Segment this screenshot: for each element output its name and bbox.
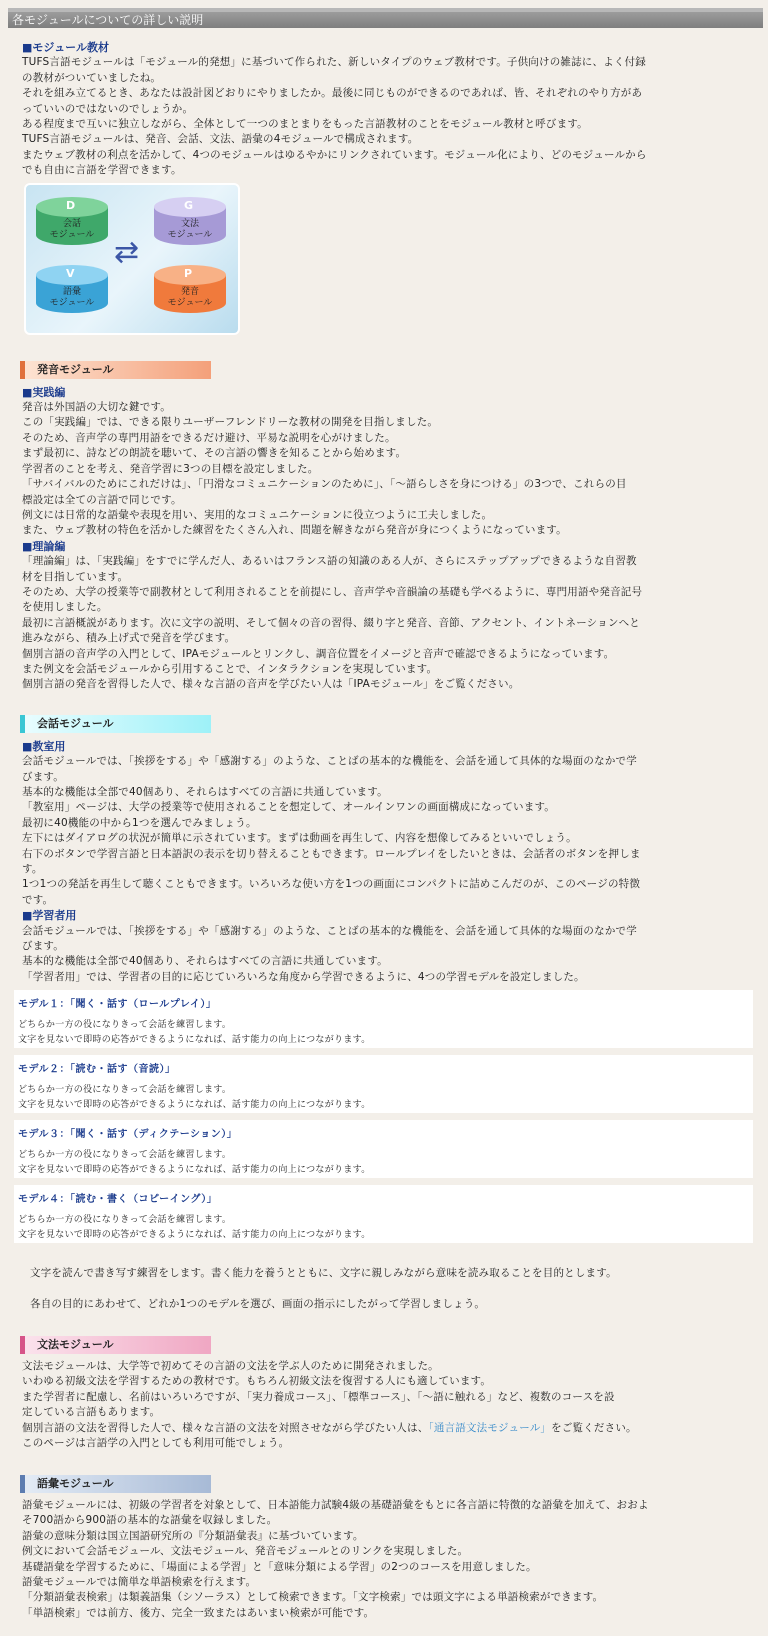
- text-line: を使用しました。: [22, 601, 108, 614]
- text-line: 例文において会話モジュール、文法モジュール、発音モジュールとのリンクを実現しました。: [22, 1545, 469, 1558]
- text-line: またウェブ教材の利点を活かして、4つのモジュールはゆるやかにリンクされています。モジュール化により、どのモジュールから: [22, 148, 647, 161]
- model-line: 文字を見ないで即時の応答ができるようになれば、話す能力の向上につながります。: [18, 1035, 371, 1045]
- text-line: す。: [22, 863, 43, 876]
- module-diagram: [24, 183, 240, 335]
- model-title: モデル３：「聞く・話す（ディクテーション）」: [18, 1129, 238, 1140]
- text-line: 「学習者用」では、学習者の目的に応じていろいろな角度から学習できるように、4つの学習モデルを設定しました。: [22, 970, 585, 983]
- model-title: モデル１：「聞く・話す（ロールプレイ）」: [18, 999, 217, 1010]
- model-line: どちらか一方の役になりきって会話を練習します。: [18, 1215, 232, 1225]
- text-line: 語彙モジュールには、初級の学習者を対象として、日本語能力試験4級の基礎語彙をもとに各言語に特徴的な語彙を加えて、おおよ: [22, 1499, 649, 1511]
- link-suffix: をご覧ください。: [551, 1421, 637, 1434]
- model-title: モデル２：「読む・話す（音読）」: [18, 1064, 176, 1075]
- model-choice-note: 各自の目的にあわせて、どれか1つのモデルを選び、画面の指示にしたがって学習しましょう。: [30, 1298, 486, 1310]
- copying-description: 文字を読んで書き写す練習をします。書く能力を養うとともに、文字に親しみながら意味を読み取ることを目的とします。: [30, 1267, 617, 1279]
- text-line: そのため、大学の授業等で副教材として利用されることを前提にし、音声学や音韻論の基礎も学べるように、専門用語や発音記号: [22, 585, 643, 598]
- model-box: [14, 1185, 753, 1243]
- cycle-arrows-icon: ⇄: [114, 234, 140, 270]
- text-line: 右下のボタンで学習言語と日本語訳の表示を切り替えることもできます。ロールプレイをしたいときは、会話者のボタンを押しま: [22, 847, 641, 860]
- text-line: でも自由に言語を学習できます。: [22, 164, 182, 177]
- g-letter: G: [184, 198, 194, 212]
- grammar-section-title: 文法モジュール: [20, 1336, 211, 1354]
- model-line: どちらか一方の役になりきって会話を練習します。: [18, 1150, 232, 1160]
- model-line: 文字を見ないで即時の応答ができるようになれば、話す能力の向上につながります。: [18, 1100, 371, 1110]
- model-line: 文字を見ないで即時の応答ができるようになれば、話す能力の向上につながります。: [18, 1165, 371, 1175]
- text-line: 最初に言語概説があります。次に文字の説明、そして個々の音の習得、綴り字と発音、音節、アクセント、イントネーションへと: [22, 616, 640, 629]
- d-letter: D: [66, 198, 76, 212]
- text-line: 学習者のことを考え、発音学習に3つの目標を設定しました。: [22, 462, 319, 475]
- intro-text: [22, 55, 748, 178]
- text-line: いわゆる初級文法を学習するための教材です。もちろん初級文法を復習する人にも適しています。: [22, 1375, 492, 1388]
- text-line: 材を目指しています。: [22, 570, 129, 583]
- g-label: 文法 モジュール: [167, 218, 213, 240]
- intro-heading: ■ モジュール教材: [22, 40, 748, 55]
- conversation-cylinder: [36, 197, 108, 249]
- text-line: 「分類語彙表検索」は類義語集（シソーラス）として検索できます。「文字検索」では頭文字による単語検索ができます。: [22, 1591, 604, 1604]
- p-label: 発音 モジュール: [167, 286, 213, 308]
- text-line: TUFS言語モジュールは、発音、会話、文法、語彙の4モジュールで構成されます。: [22, 133, 419, 146]
- model-title: モデル４：「読む・書く（コピーイング）」: [18, 1194, 218, 1205]
- v-label: 語彙 モジュール: [49, 286, 95, 308]
- vocabulary-cylinder: [36, 265, 108, 317]
- text-line: 基本的な機能は全部で40個あり、それらはすべての言語に共通しています。: [22, 955, 388, 968]
- text-line: 会話モジュールでは、「挨拶をする」や「感謝する」のような、ことばの基本的な機能を、会話を通して具体的な場面のなかで学: [22, 755, 637, 768]
- text-line: ある程度まで互いに独立しながら、全体として一つのまとまりをもった言語教材のことをモジュール教材と呼びます。: [22, 118, 588, 131]
- text-line: 基本的な機能は全部で40個あり、それらはすべての言語に共通しています。: [22, 786, 388, 798]
- text-line: このページは言語学の入門としても利用可能でしょう。: [22, 1437, 290, 1450]
- text-line: 「教室用」ページは、大学の授業等で使用されることを想定して、オールインワンの画面構成になっています。: [22, 801, 556, 814]
- practice-subheading: ■ 実践編: [22, 385, 748, 400]
- text-line: びます。: [22, 940, 64, 953]
- p-letter: P: [184, 266, 193, 280]
- text-line: 左下にはダイアログの状況が簡単に示されています。まずは動画を再生して、内容を想像してみるといいでしょう。: [22, 832, 577, 845]
- model-box: [14, 990, 753, 1048]
- text-line: また、ウェブ教材の特色を活かした練習をたくさん入れ、問題を解きながら発音が身につくようになっています。: [22, 524, 567, 537]
- text-line: 会話モジュールでは、「挨拶をする」や「感謝する」のような、ことばの基本的な機能を、会話を通して具体的な場面のなかで学: [22, 924, 637, 937]
- text-line: それを組み立てるとき、あなたは設計図どおりにやりましたか。最後に同じものができるのであれば、皆、それぞれのやり方があ: [22, 87, 643, 100]
- text-line: 1つ1つの発話を再生して聴くこともできます。いろいろな使い方を1つの画面にコンパクトに詰めこんだのが、このページの特徴: [22, 878, 641, 891]
- main-content: [22, 40, 748, 985]
- text-line: 発音は外国語の大切な鍵です。: [22, 401, 171, 414]
- d-label: 会話 モジュール: [49, 218, 95, 240]
- text-line: TUFS言語モジュールは「モジュール的発想」に基づいて作られた、新しいタイプのウェブ教材です。子供向けの雑誌に、よく付録: [22, 56, 646, 69]
- text-line: っていいのではないのでしょうか。: [22, 102, 194, 115]
- text-line: の教材がついていましたね。: [22, 71, 162, 84]
- text-line: まず最初に、詩などの朗読を聴いて、その言語の響きを知ることから始めます。: [22, 447, 407, 460]
- text-line: 定している言語もあります。: [22, 1406, 161, 1419]
- v-letter: V: [66, 266, 75, 280]
- text-line: 最初に40機能の中から1つを選んでみましょう。: [22, 816, 257, 829]
- text-line: 語彙モジュールでは簡単な単語検索を行えます。: [22, 1576, 257, 1589]
- text-line: そ700語から900語の基本的な語彙を収録しました。: [22, 1514, 278, 1527]
- text-line: 語彙の意味分類は国立国語研究所の『分類語彙表』に基づいています。: [22, 1529, 364, 1542]
- vocabulary-section: [22, 1475, 748, 1621]
- cross-linguistic-grammar-link[interactable]: 「通言語文法モジュール」: [428, 1421, 552, 1434]
- text-line: です。: [22, 893, 54, 906]
- grammar-cylinder: [154, 197, 226, 249]
- text-line: 例文には日常的な語彙や表現を用い、実用的なコミュニケーションに役立つように工夫しました。: [22, 508, 493, 521]
- vocabulary-section-title: 語彙モジュール: [20, 1475, 211, 1493]
- text-line: 進みながら、積み上げ式で発音を学びます。: [22, 632, 236, 645]
- link-prefix: 個別言語の文法を習得した人で、様々な言語の文法を対照させながら学びたい人は、: [22, 1421, 429, 1434]
- model-line: どちらか一方の役になりきって会話を練習します。: [18, 1020, 232, 1030]
- page-title: 各モジュールについての詳しい説明: [12, 13, 204, 27]
- page-title-bar: [8, 8, 763, 28]
- text-line: 個別言語の発音を習得した人で、様々な言語の音声を学びたい人は「IPAモジュール」をご覧ください。: [22, 678, 520, 691]
- text-line: この「実践編」では、できる限りユーザーフレンドリーな教材の開発を目指しました。: [22, 416, 439, 429]
- model-box: [14, 1055, 753, 1113]
- classroom-subheading: ■ 教室用: [22, 739, 748, 754]
- text-line: 文法モジュールは、大学等で初めてその言語の文法を学ぶ人のために開発されました。: [22, 1360, 439, 1372]
- model-box: [14, 1120, 753, 1178]
- text-line: また例文を会話モジュールから引用することで、インタラクションを実現しています。: [22, 662, 438, 675]
- text-line: 「理論編」は、「実践編」をすでに学んだ人、あるいはフランス語の知識のある人が、さらにステップアップできるような自習教: [22, 555, 637, 568]
- text-line: 「単語検索」では前方、後方、完全一致またはあいまい検索が可能です。: [22, 1606, 375, 1619]
- conversation-section-title: 会話モジュール: [20, 715, 211, 733]
- theory-subheading: ■ 理論編: [22, 539, 748, 554]
- pronunciation-cylinder: [154, 265, 226, 317]
- text-line: 「サバイバルのためにこれだけは」、「円滑なコミュニケーションのために」、「〜語らしさを身につける」の3つで、これらの目: [22, 478, 627, 491]
- model-line: 文字を見ないで即時の応答ができるようになれば、話す能力の向上につながります。: [18, 1230, 371, 1240]
- text-line: そのため、音声学の専門用語をできるだけ避け、平易な説明を心がけました。: [22, 431, 396, 444]
- grammar-section: [22, 1336, 748, 1451]
- text-line: また学習者に配慮し、名前はいろいろですが、「実力養成コース」、「標準コース」、「〜語に触れる」など、複数のコースを設: [22, 1390, 615, 1403]
- text-line: 標設定は全ての言語で同じです。: [22, 493, 182, 506]
- text-line: [22, 1421, 748, 1436]
- model-line: どちらか一方の役になりきって会話を練習します。: [18, 1085, 232, 1095]
- pronunciation-section-title: 発音モジュール: [20, 361, 211, 379]
- text-line: びます。: [22, 770, 64, 783]
- learner-subheading: ■ 学習者用: [22, 908, 748, 923]
- text-line: 個別言語の音声学の入門として、IPAモジュールとリンクし、調音位置をイメージと音声で確認できるようになっています。: [22, 647, 615, 660]
- text-line: 基礎語彙を学習するために、「場面による学習」と「意味分類による学習」の2つのコースを用意しました。: [22, 1560, 537, 1573]
